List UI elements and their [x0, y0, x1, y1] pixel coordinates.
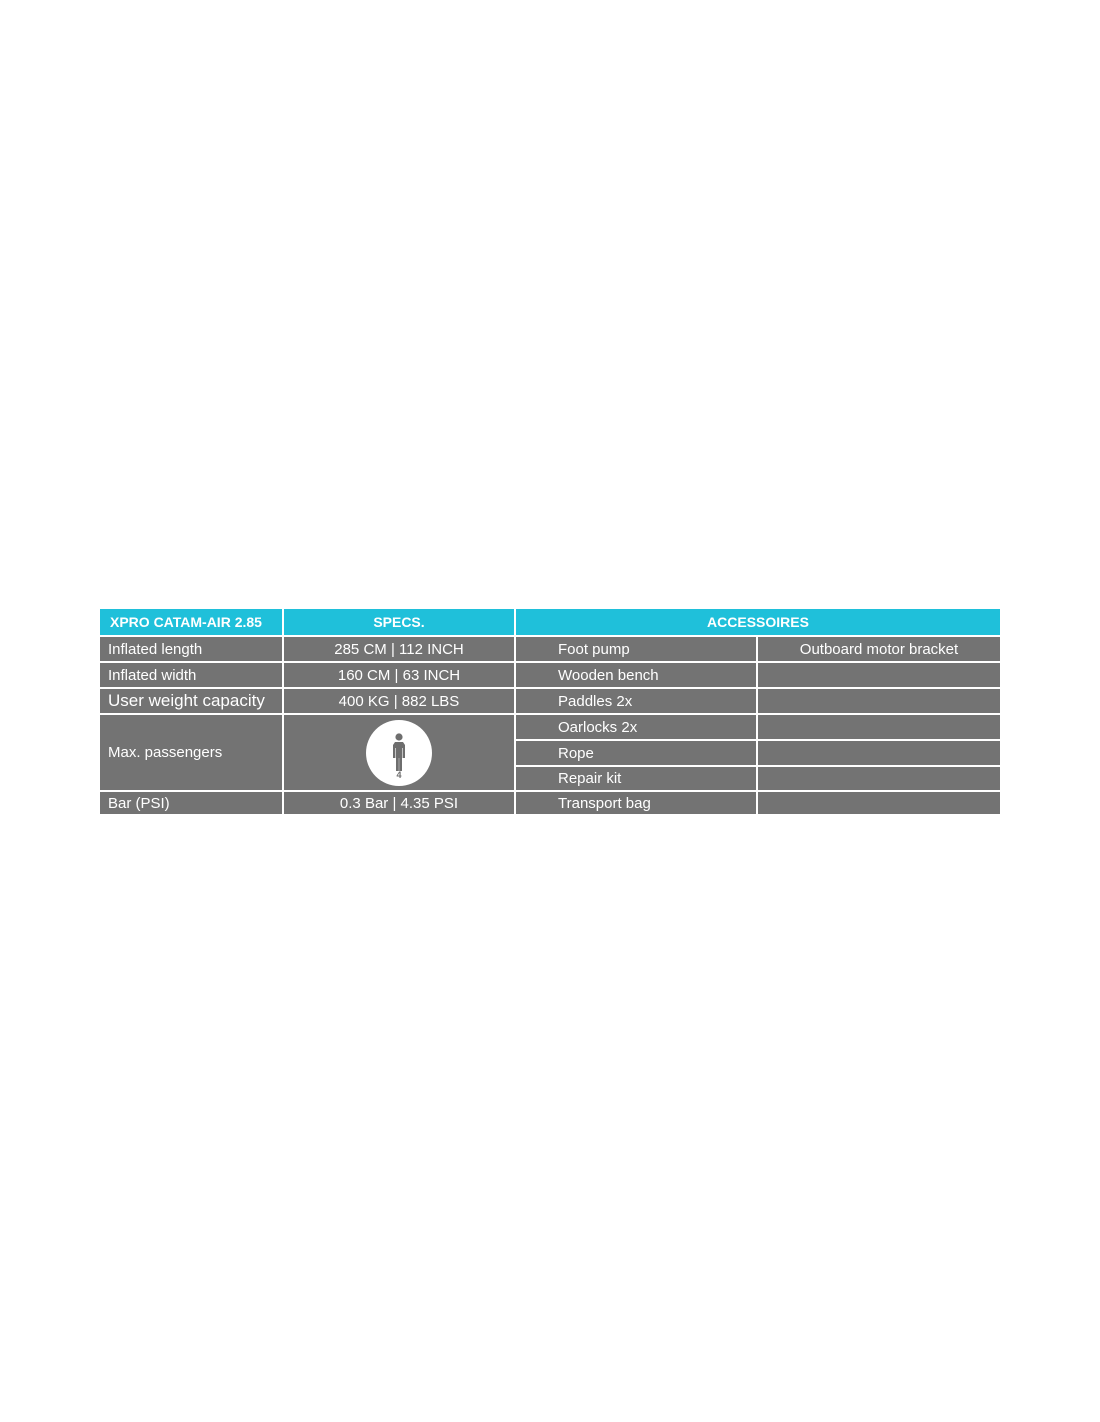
accessory-item — [758, 663, 1000, 687]
accessory-item: Transport bag — [516, 792, 756, 814]
accessory-item — [758, 792, 1000, 814]
person-icon — [366, 720, 432, 786]
spec-value: 400 KG | 882 LBS — [284, 689, 514, 713]
spec-label: Inflated length — [100, 637, 282, 661]
spec-table — [100, 609, 1000, 814]
accessory-item — [758, 741, 1000, 765]
spec-value: 160 CM | 63 INCH — [284, 663, 514, 687]
header-accessories: ACCESSOIRES — [516, 609, 1000, 635]
accessory-item: Outboard motor bracket — [758, 637, 1000, 661]
passenger-cell — [284, 715, 514, 790]
spec-label: Bar (PSI) — [100, 792, 282, 814]
spec-value: 285 CM | 112 INCH — [284, 637, 514, 661]
spec-value: 0.3 Bar | 4.35 PSI — [284, 792, 514, 814]
spec-label: Max. passengers — [100, 715, 282, 790]
accessory-item: Paddles 2x — [516, 689, 756, 713]
accessory-item — [758, 715, 1000, 739]
header-model: XPRO CATAM-AIR 2.85 — [100, 609, 282, 635]
spec-label: User weight capacity — [100, 689, 282, 713]
accessory-item — [758, 767, 1000, 790]
accessory-item — [758, 689, 1000, 713]
passenger-count: 4 — [396, 769, 402, 780]
accessory-item: Foot pump — [516, 637, 756, 661]
accessory-item: Rope — [516, 741, 756, 765]
header-specs: SPECS. — [284, 609, 514, 635]
accessory-item: Repair kit — [516, 767, 756, 790]
spec-label: Inflated width — [100, 663, 282, 687]
accessory-item: Oarlocks 2x — [516, 715, 756, 739]
accessory-item: Wooden bench — [516, 663, 756, 687]
